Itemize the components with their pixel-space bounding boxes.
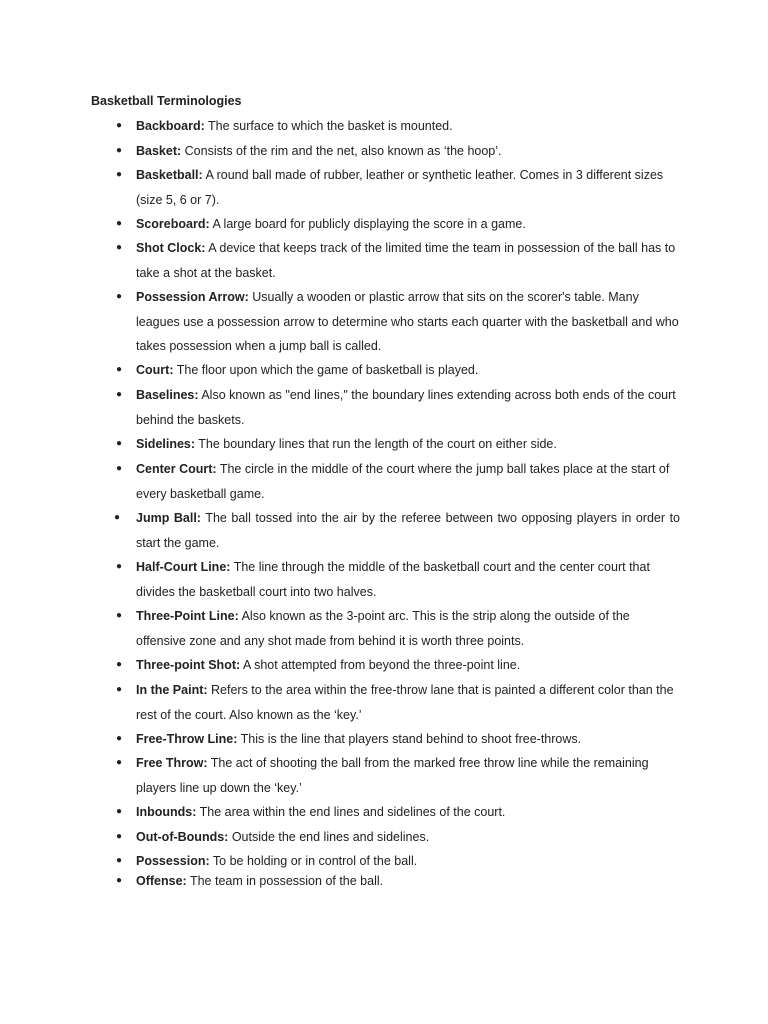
list-item-free-throw-line	[115, 727, 680, 752]
bullet-icon: ●	[115, 438, 123, 449]
term-definition: The act of shooting the ball from the marked free throw line while the remaining players line up down the ‘key.’	[136, 756, 649, 795]
list-item-court	[115, 358, 680, 383]
list-item-out-of-bounds	[115, 825, 680, 850]
term-label: Free-Throw Line:	[136, 732, 238, 746]
term-definition: The boundary lines that run the length of the court on either side.	[198, 437, 557, 451]
term-label: Out-of-Bounds:	[136, 830, 229, 844]
term-definition: The team in possession of the ball.	[189, 874, 384, 888]
term-label: Inbounds:	[136, 805, 197, 819]
bullet-icon: ●	[115, 757, 123, 768]
term-label: Half-Court Line:	[136, 560, 231, 574]
list-item-jump-ball	[114, 506, 681, 555]
term-definition: Also known as the 3-point arc. This is the strip along the outside of the offensive zone and any shot made from behind it is worth three points.	[136, 609, 630, 648]
term-label: Baselines:	[136, 388, 199, 402]
list-item-offense	[115, 869, 680, 894]
bullet-icon: ●	[115, 218, 123, 229]
term-definition: A round ball made of rubber, leather or synthetic leather. Comes in 3 different sizes (size 5, 6 or 7).	[136, 168, 664, 207]
term-definition: Usually a wooden or plastic arrow that sits on the scorer's table. Many leagues use a possession arrow to determine who starts each quarter with the basketball and who takes possession when a jump ball is called.	[136, 290, 679, 354]
term-definition: Also known as "end lines," the boundary lines extending across both ends of the court behind the baskets.	[136, 388, 676, 427]
bullet-icon: ●	[115, 684, 123, 695]
bullet-icon: ●	[115, 120, 123, 131]
list-item-inbounds	[115, 800, 680, 825]
bullet-icon: ●	[115, 463, 123, 474]
term-label: Sidelines:	[136, 437, 196, 451]
list-item-half-court-line	[115, 555, 680, 604]
term-definition: Refers to the area within the free-throw lane that is painted a different color than the rest of the court. Also known as the ‘key.’	[136, 683, 674, 722]
term-definition: The floor upon which the game of basketball is played.	[176, 363, 479, 377]
document-title: Basketball Terminologies	[91, 94, 242, 108]
list-item-center-court	[115, 457, 680, 506]
list-item-free-throw	[115, 751, 680, 800]
list-item-three-point-line	[115, 604, 680, 653]
bullet-icon: ●	[115, 242, 123, 253]
bullet-icon: ●	[115, 389, 123, 400]
bullet-icon: ●	[115, 733, 123, 744]
term-label: Scoreboard:	[136, 217, 210, 231]
term-definition: A shot attempted from beyond the three-point line.	[242, 658, 521, 672]
bullet-icon: ●	[115, 364, 123, 375]
term-label: Offense:	[136, 874, 187, 888]
term-definition: A large board for publicly displaying the score in a game.	[212, 217, 526, 231]
list-item-three-point-shot	[115, 653, 680, 678]
term-definition: Outside the end lines and sidelines.	[231, 830, 430, 844]
term-label: Three-Point Line:	[136, 609, 239, 623]
term-definition: Consists of the rim and the net, also known as ‘the hoop’.	[184, 144, 502, 158]
term-label: Basketball:	[136, 168, 203, 182]
term-definition: To be holding or in control of the ball.	[212, 854, 418, 868]
term-definition: The circle in the middle of the court where the jump ball takes place at the start of every basketball game.	[136, 462, 670, 501]
term-definition: The area within the end lines and sidelines of the court.	[199, 805, 506, 819]
bullet-icon: ●	[115, 561, 123, 572]
list-item-sidelines	[115, 432, 680, 457]
list-item-possession-arrow	[115, 285, 680, 359]
bullet-icon: ●	[115, 875, 123, 886]
term-label: Shot Clock:	[136, 241, 206, 255]
term-definition: A device that keeps track of the limited time the team in possession of the ball has to take a shot at the basket.	[136, 241, 676, 280]
term-definition: The surface to which the basket is mounted.	[208, 119, 453, 133]
bullet-icon: ●	[115, 831, 123, 842]
term-label: Three-point Shot:	[136, 658, 241, 672]
list-item-basket	[115, 139, 680, 164]
bullet-icon: ●	[115, 169, 123, 180]
term-definition: This is the line that players stand behind to shoot free-throws.	[240, 732, 582, 746]
bullet-icon: ●	[115, 806, 123, 817]
list-item-scoreboard	[115, 212, 680, 237]
term-label: Jump Ball:	[136, 511, 201, 525]
bullet-icon: ●	[115, 855, 123, 866]
term-label: Backboard:	[136, 119, 205, 133]
list-item-shot-clock	[115, 236, 680, 285]
term-label: In the Paint:	[136, 683, 208, 697]
bullet-icon: ●	[115, 291, 123, 302]
list-item-basketball	[115, 163, 680, 212]
term-label: Free Throw:	[136, 756, 208, 770]
list-item-backboard	[115, 114, 680, 139]
term-label: Court:	[136, 363, 174, 377]
term-label: Center Court:	[136, 462, 217, 476]
term-label: Basket:	[136, 144, 182, 158]
list-item-in-the-paint	[115, 678, 680, 727]
term-label: Possession Arrow:	[136, 290, 249, 304]
bullet-icon: ●	[115, 659, 123, 670]
bullet-icon: ●	[115, 610, 123, 621]
bullet-icon: ●	[114, 512, 121, 523]
list-item-baselines	[115, 383, 680, 432]
term-definition: The line through the middle of the basketball court and the center court that divides the basketball court into two halves.	[136, 560, 650, 599]
term-label: Possession:	[136, 854, 210, 868]
term-definition: The ball tossed into the air by the referee between two opposing players in order to start the game.	[136, 511, 681, 550]
bullet-icon: ●	[115, 145, 123, 156]
